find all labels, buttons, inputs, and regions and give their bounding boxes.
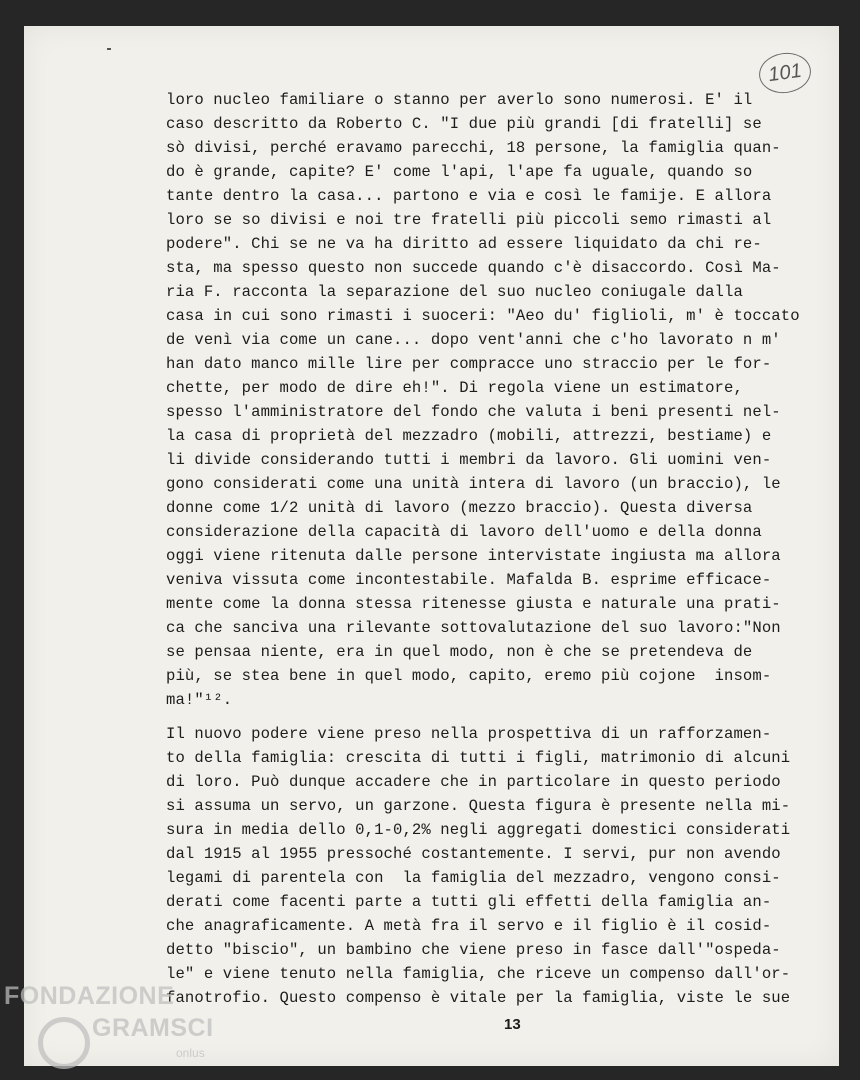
- fondazione-gramsci-watermark: [4, 982, 224, 1076]
- text-line: la casa di proprietà del mezzadro (mobili, attrezzi, bestiame) e: [166, 427, 772, 445]
- text-line: to della famiglia: crescita di tutti i figli, matrimonio di alcuni: [166, 749, 791, 767]
- text-line: li divide considerando tutti i membri da lavoro. Gli uomini ven-: [166, 451, 772, 469]
- text-line: dal 1915 al 1955 pressoché costantemente. I servi, pur non avendo: [166, 845, 781, 863]
- text-line: veniva vissuta come incontestabile. Mafalda B. esprime efficace-: [166, 571, 772, 589]
- text-line: casa in cui sono rimasti i suoceri: "Aeo du' figlioli, m' è toccato: [166, 307, 800, 325]
- text-line: fanotrofio. Questo compenso è vitale per la famiglia, viste le sue: [166, 989, 791, 1007]
- text-line: se pensaa niente, era in quel modo, non è che se pretendeva de: [166, 643, 753, 661]
- paragraph-spacer: [166, 712, 816, 722]
- text-line: ca che sanciva una rilevante sottovalutazione del suo lavoro:"Non: [166, 619, 781, 637]
- paragraph-1: [166, 88, 816, 712]
- text-line: sta, ma spesso questo non succede quando c'è disaccordo. Così Ma-: [166, 259, 781, 277]
- page-mark: [107, 48, 111, 50]
- typewritten-page: [24, 26, 839, 1066]
- text-line: do è grande, capite? E' come l'api, l'ape fa uguale, quando so: [166, 163, 753, 181]
- text-line: mente come la donna stessa ritenesse giusta e naturale una prati-: [166, 595, 781, 613]
- watermark-line-1: FONDAZIONE: [4, 982, 175, 1010]
- text-line: le" e viene tenuto nella famiglia, che riceve un compenso dall'or-: [166, 965, 791, 983]
- text-line: donne come 1/2 unità di lavoro (mezzo braccio). Questa diversa: [166, 499, 753, 517]
- paragraph-2: [166, 722, 816, 1010]
- text-line: si assuma un servo, un garzone. Questa figura è presente nella mi-: [166, 797, 791, 815]
- text-line: chette, per modo de dire eh!". Di regola viene un estimatore,: [166, 379, 743, 397]
- watermark-line-2: GRAMSCI: [92, 1014, 214, 1042]
- text-line: più, se stea bene in quel modo, capito, eremo più cojone insom-: [166, 667, 772, 685]
- text-line: de venì via come un cane... dopo vent'anni che c'ho lavorato n m': [166, 331, 781, 349]
- text-line: oggi viene ritenuta dalle persone intervistate ingiusta ma allora: [166, 547, 781, 565]
- text-line: loro se so divisi e noi tre fratelli più piccoli semo rimasti al: [166, 211, 772, 229]
- text-line: loro nucleo familiare o stanno per averlo sono numerosi. E' il: [166, 91, 753, 109]
- text-line: spesso l'amministratore del fondo che valuta i beni presenti nel-: [166, 403, 781, 421]
- text-line: podere". Chi se ne va ha diritto ad essere liquidato da chi re-: [166, 235, 762, 253]
- text-line: legami di parentela con la famiglia del mezzadro, vengono consi-: [166, 869, 781, 887]
- text-line: derati come facenti parte a tutti gli effetti della famiglia an-: [166, 893, 772, 911]
- text-line: sò divisi, perché eravamo parecchi, 18 persone, la famiglia quan-: [166, 139, 781, 157]
- text-line: detto "biscio", un bambino che viene preso in fasce dall'"ospeda-: [166, 941, 781, 959]
- text-line: di loro. Può dunque accadere che in particolare in questo periodo: [166, 773, 781, 791]
- page-body-text: [166, 88, 816, 1010]
- page-number: 13: [504, 1016, 521, 1033]
- watermark-g-logo-icon: [38, 1017, 90, 1069]
- text-line: gono considerati come una unità intera di lavoro (un braccio), le: [166, 475, 781, 493]
- text-line: tante dentro la casa... partono e via e così le famije. E allora: [166, 187, 772, 205]
- text-line: caso descritto da Roberto C. "I due più grandi [di fratelli] se: [166, 115, 762, 133]
- text-line: Il nuovo podere viene preso nella prospettiva di un rafforzamen-: [166, 725, 772, 743]
- text-line: ma!"¹².: [166, 691, 233, 709]
- text-line: han dato manco mille lire per compracce uno straccio per le for-: [166, 355, 772, 373]
- archive-number-annotation: 101: [756, 50, 813, 97]
- watermark-line-3: onlus: [176, 1046, 205, 1060]
- text-line: sura in media dello 0,1-0,2% negli aggregati domestici considerati: [166, 821, 791, 839]
- text-line: che anagraficamente. A metà fra il servo e il figlio è il cosid-: [166, 917, 772, 935]
- text-line: ria F. racconta la separazione del suo nucleo coniugale dalla: [166, 283, 743, 301]
- text-line: considerazione della capacità di lavoro dell'uomo e della donna: [166, 523, 762, 541]
